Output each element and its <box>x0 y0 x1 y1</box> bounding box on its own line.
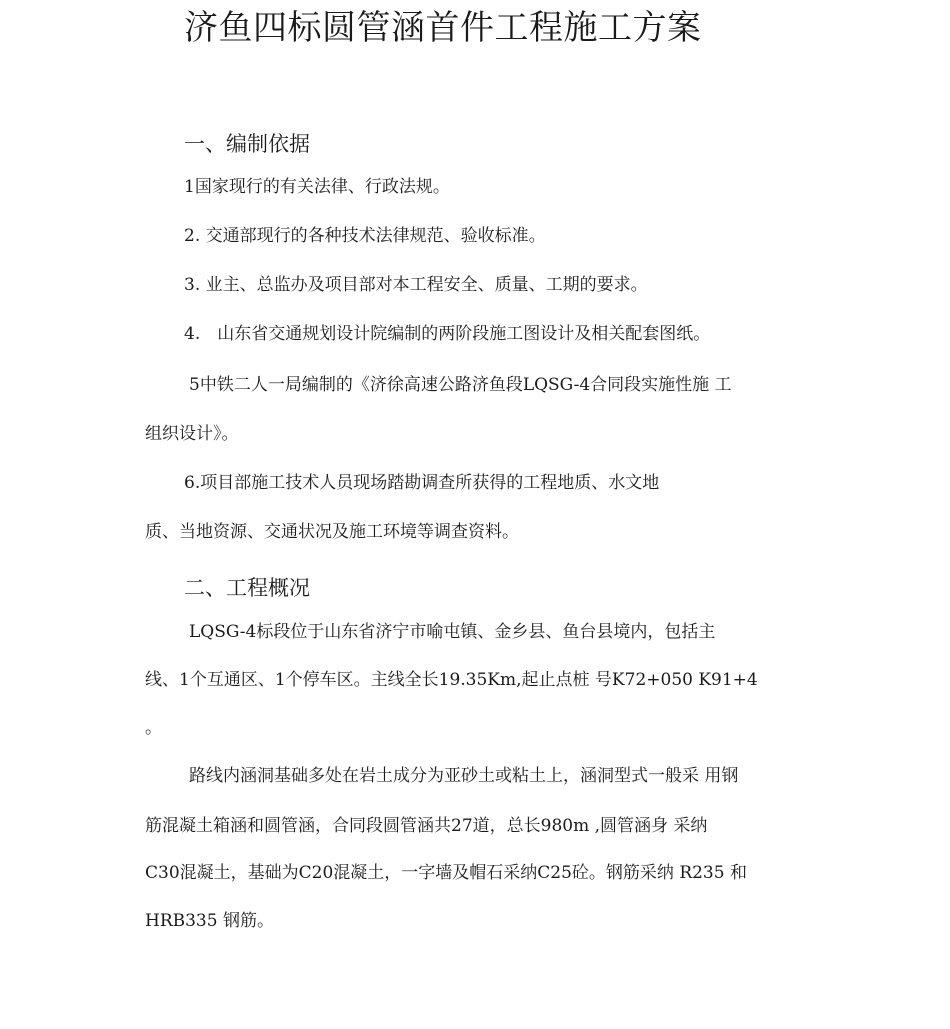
overview-para2-line-3: C30混凝土，基础为C20混凝土，一字墙及帽石采纳C25砼。钢筋采纳 R235 和 <box>145 863 747 883</box>
overview-para2-line-1: 路线内涵洞基础多处在岩土成分为亚砂土或粘土上，涵洞型式一般采 用钢 <box>189 766 739 786</box>
basis-item-2: 2. 交通部现行的各种技术法律规范、验收标准。 <box>184 226 546 246</box>
overview-para2-line-2: 筋混凝土箱涵和圆管涵，合同段圆管涵共27道，总长980m ,圆管涵身 采纳 <box>145 816 708 836</box>
overview-para1-line-2: 线、1个互通区、1个停车区。主线全长19.35Km,起止点桩 号K72+050 K91+4 <box>145 670 758 690</box>
section-heading-basis: 一、编制依据 <box>184 132 310 156</box>
basis-item-5-line-1: 5中铁二人一局编制的《济徐高速公路济鱼段LQSG-4合同段实施性施 工 <box>189 375 732 395</box>
basis-item-6-line-1: 6.项目部施工技术人员现场踏勘调查所获得的工程地质、水文地 <box>184 473 660 493</box>
basis-item-1: 1国家现行的有关法律、行政法规。 <box>184 177 450 197</box>
basis-item-4: 4. 山东省交通规划设计院编制的两阶段施工图设计及相关配套图纸。 <box>184 324 711 344</box>
section-heading-overview: 二、工程概况 <box>184 576 310 600</box>
document-title: 济鱼四标圆管涵首件工程施工方案 <box>184 8 702 48</box>
basis-item-6-line-2: 质、当地资源、交通状况及施工环境等调查资料。 <box>145 522 519 542</box>
overview-para1-line-1: LQSG-4标段位于山东省济宁市喻屯镇、金乡县、鱼台县境内，包括主 <box>189 622 716 642</box>
overview-para2-line-4: HRB335 钢筋。 <box>145 911 274 931</box>
basis-item-3: 3. 业主、总监办及项目部对本工程安全、质量、工期的要求。 <box>184 275 648 295</box>
basis-item-5-line-2: 组织设计》。 <box>145 424 239 444</box>
overview-para1-line-3: 。 <box>145 718 162 738</box>
